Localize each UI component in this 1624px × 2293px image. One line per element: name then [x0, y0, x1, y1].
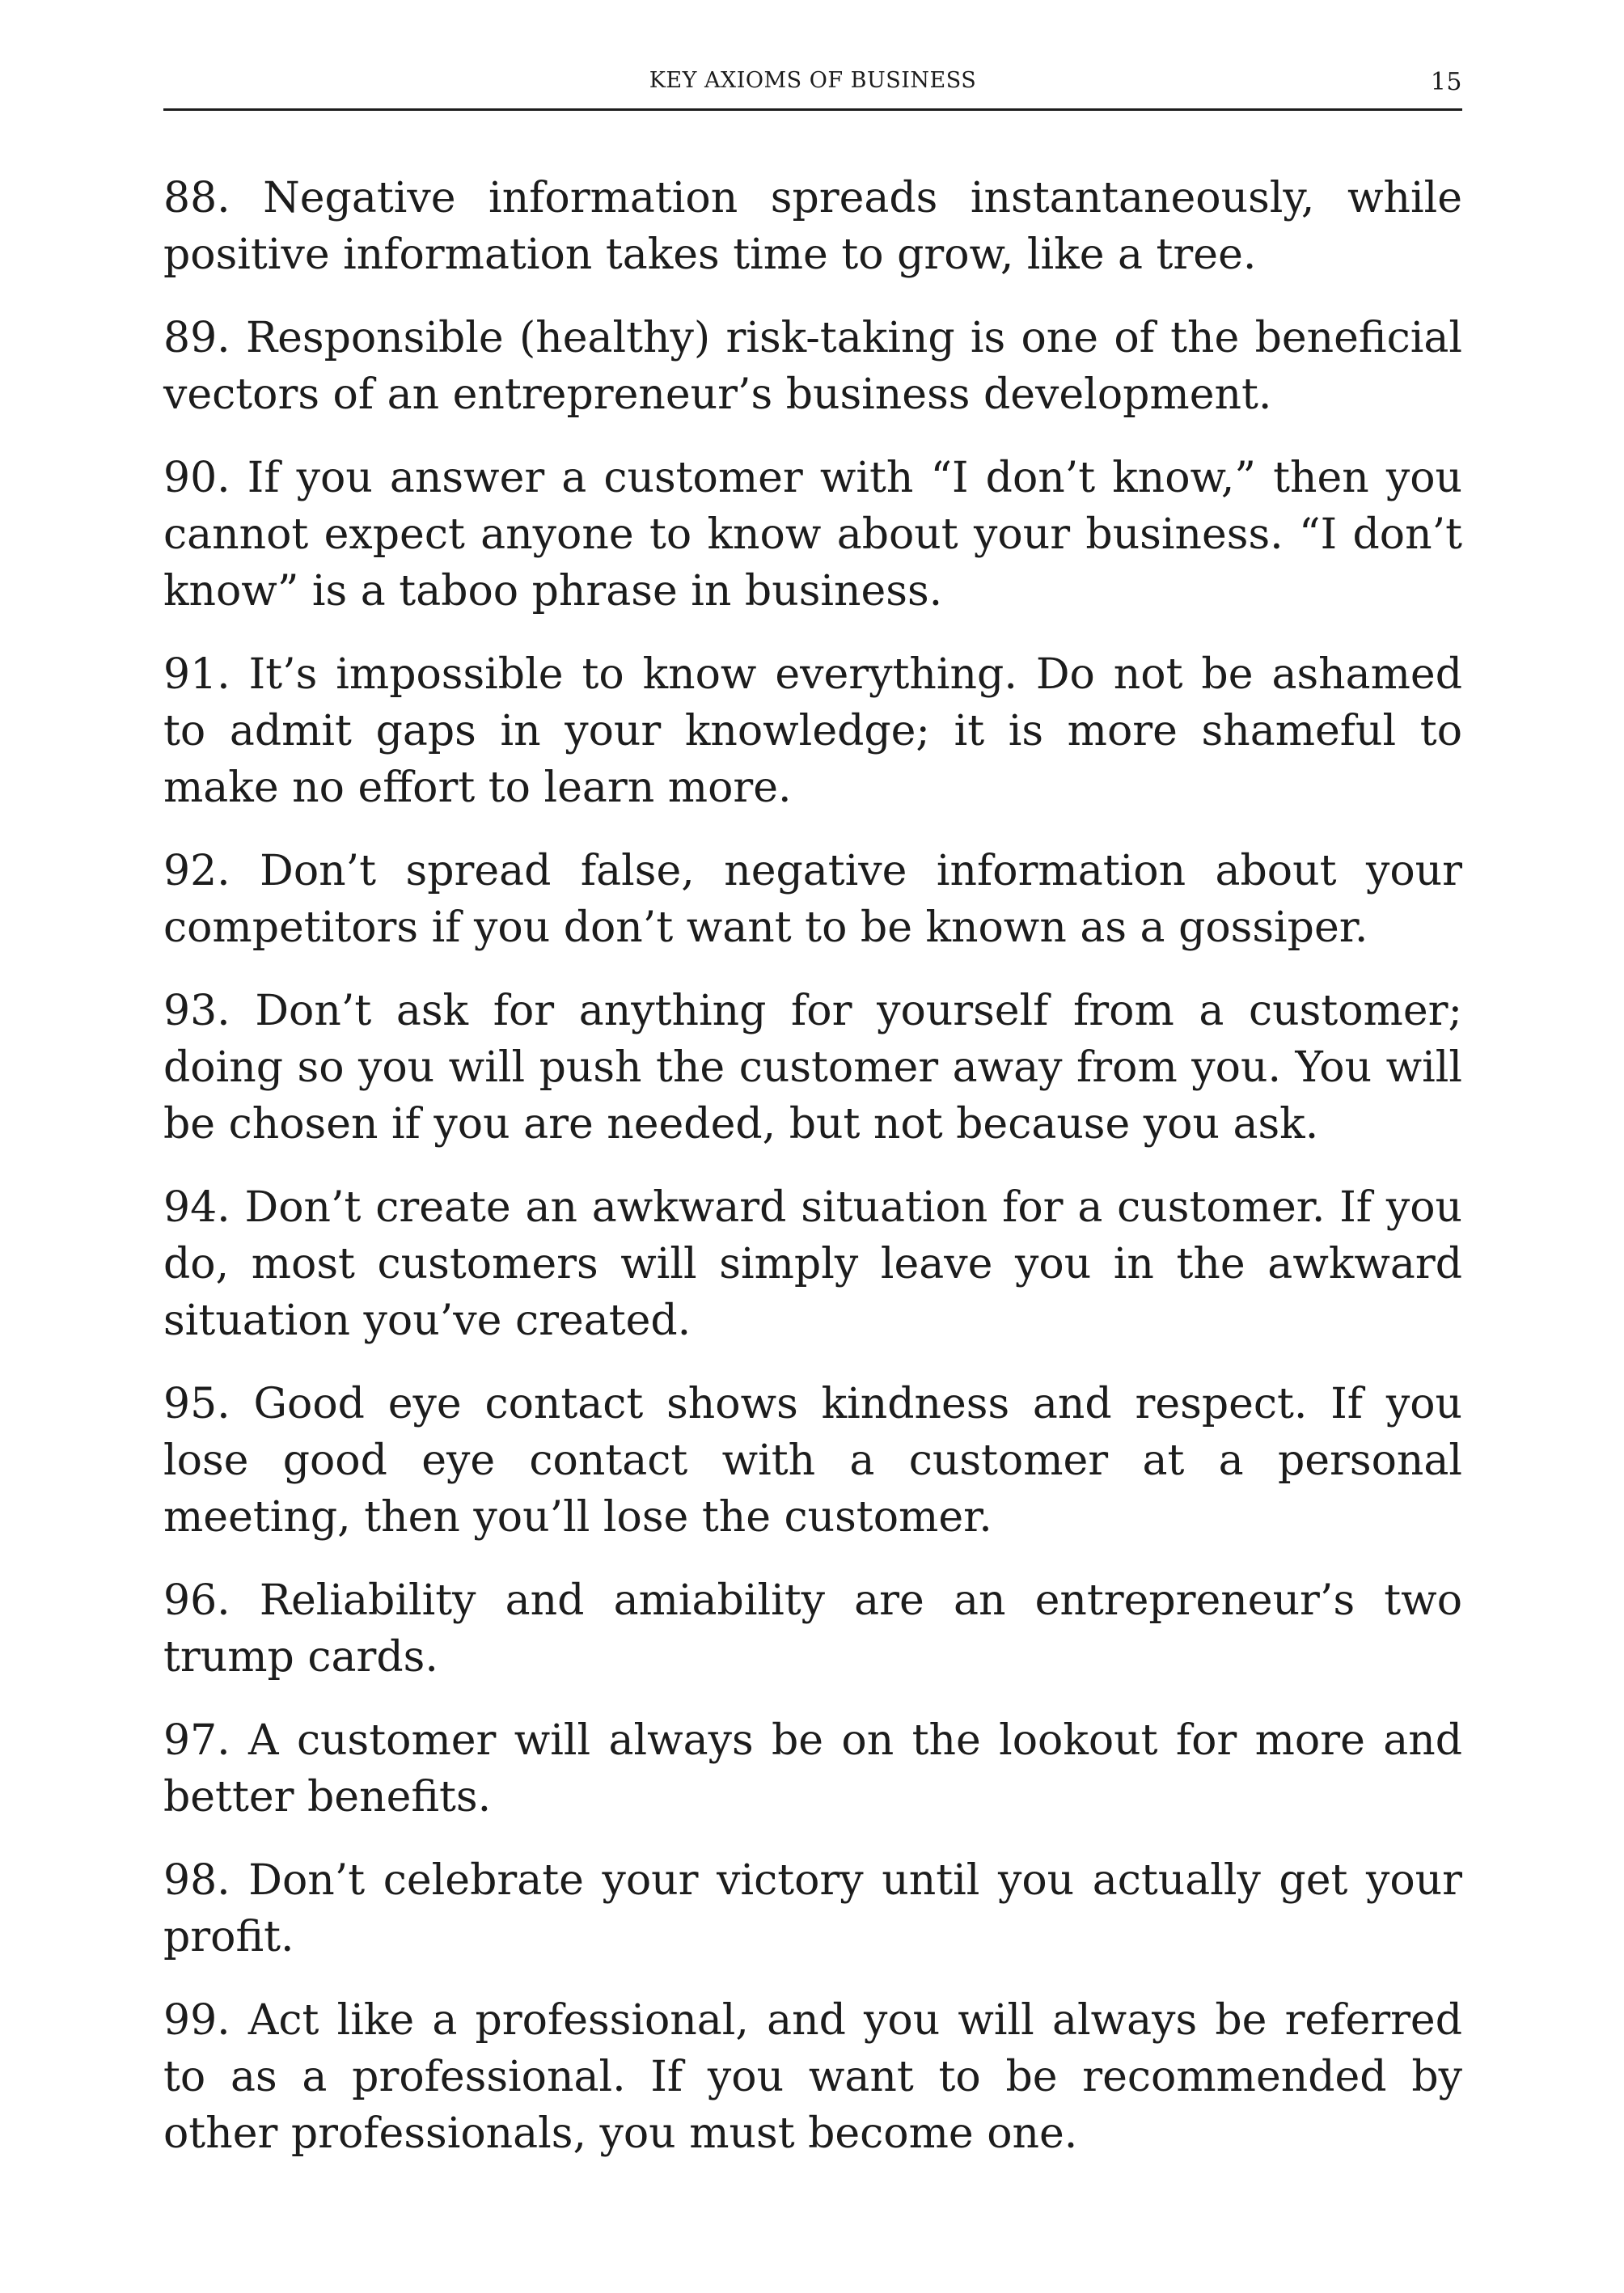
axiom-91: 91. It’s impossible to know everything. Do not be ashamed to admit gaps in your knowledge; it is more shameful to make no effort to learn more.: [163, 650, 1462, 812]
axiom-99: 99. Act like a professional, and you will always be referred to as a professional. If you want to be recommended by other professionals, you must become one.: [163, 1996, 1462, 2158]
running-header: [163, 58, 1462, 111]
running-title: KEY AXIOMS OF BUSINESS: [649, 68, 977, 93]
axiom-92: 92. Don’t spread false, negative information about your competitors if you don’t want to be known as a gossiper.: [163, 847, 1462, 952]
axiom-96: 96. Reliability and amiability are an entrepreneur’s two trump cards.: [163, 1576, 1462, 1682]
axiom-89: 89. Responsible (healthy) risk-taking is one of the beneficial vectors of an entrepreneur’s business development.: [163, 314, 1462, 419]
axiom-90: 90. If you answer a customer with “I don’t know,” then you cannot expect anyone to know about your business. “I don’t know” is a taboo phrase in business.: [163, 454, 1462, 616]
axiom-98: 98. Don’t celebrate your victory until you actually get your profit.: [163, 1856, 1462, 1961]
page-number: 15: [1430, 68, 1462, 96]
axiom-88: 88. Negative information spreads instantaneously, while positive information takes time to grow, like a tree.: [163, 174, 1462, 279]
axiom-94: 94. Don’t create an awkward situation for a customer. If you do, most customers will simply leave you in the awkward situation you’ve created.: [163, 1183, 1462, 1345]
axiom-95: 95. Good eye contact shows kindness and respect. If you lose good eye contact with a customer at a personal meeting, then you’ll lose the customer.: [163, 1380, 1462, 1542]
axiom-93: 93. Don’t ask for anything for yourself from a customer; doing so you will push the customer away from you. You will be chosen if you are needed, but not because you ask.: [163, 987, 1462, 1149]
axiom-97: 97. A customer will always be on the lookout for more and better benefits.: [163, 1716, 1462, 1821]
axiom-list: [163, 170, 1462, 2189]
